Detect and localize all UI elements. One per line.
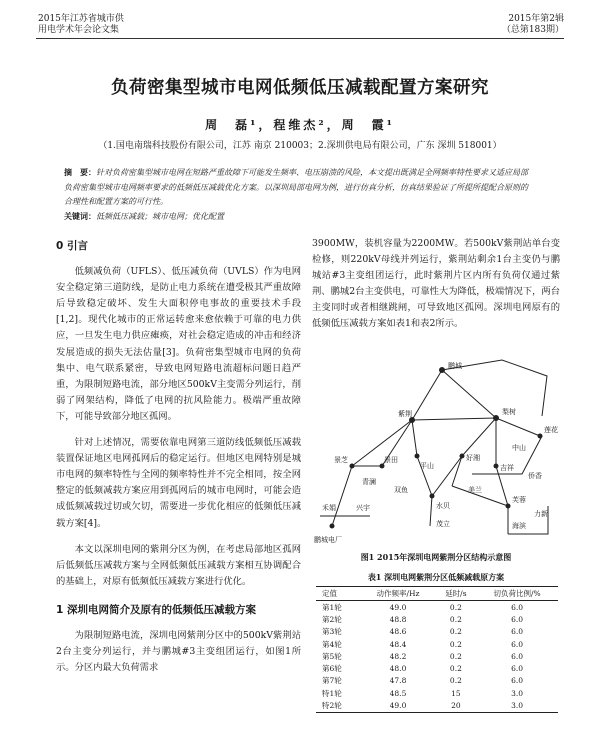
label-haoxiang: 好湘 <box>466 454 480 462</box>
table-cell: 0.2 <box>449 627 462 637</box>
label-haibin: 海滨 <box>512 522 526 530</box>
table-cell: 47.8 <box>389 676 407 686</box>
table-row <box>316 613 558 625</box>
node-pengcheng <box>439 367 445 373</box>
table-cell: 3.0 <box>476 699 558 712</box>
table-cell: 0.2 <box>449 664 462 674</box>
table-row <box>316 662 558 674</box>
line-zijing-lishu <box>412 418 496 420</box>
label-pengcheng: 鹏城 <box>448 362 462 370</box>
label-maoli: 茂立 <box>436 520 450 528</box>
line-shuibei-haoxiang <box>432 456 462 496</box>
abstract <box>64 165 534 210</box>
table-cell: 48.4 <box>389 639 407 649</box>
table-cell: 48.6 <box>389 627 407 637</box>
keywords-text: 低频低压减载；城市电网；优化配置 <box>96 212 224 221</box>
header-left-line2: 用电学术年会论文集 <box>38 25 120 35</box>
section1-paragraph-1: 为限制短路电流，深圳电网紫荆分区中的500kV紫荆站2台主变分列运行，并与鹏城#3主变组团运行，如图1所示。分区内最大负荷需求 <box>56 629 301 674</box>
header-rule <box>36 38 564 39</box>
header-left-line1: 2015年江苏省城市供 <box>38 14 124 24</box>
node-bottom-left <box>330 524 335 529</box>
table-cell: 6.0 <box>511 614 524 624</box>
intro-heading: 0 引言 <box>56 240 88 252</box>
table-cell: 第6轮 <box>322 664 342 674</box>
label-jixiang: 吉祥 <box>500 464 514 472</box>
label-qiaoxiang: 侨香 <box>528 472 542 480</box>
line-pengcheng-zijing <box>412 370 442 420</box>
abstract-label: 摘 要： <box>64 167 96 177</box>
table-cell: 48.5 <box>389 688 407 698</box>
table-row <box>316 601 558 614</box>
table-cell: 特2轮 <box>316 699 360 712</box>
node-haoxiang <box>460 454 465 459</box>
table-cell: 6.0 <box>511 664 524 674</box>
table-cell: 第1轮 <box>322 602 342 612</box>
table-header-cell: 动作频率/Hz <box>360 587 435 601</box>
authors: 周 磊¹，程维杰²，周 霞¹ <box>205 118 395 132</box>
table-cell: 6.0 <box>511 639 524 649</box>
label-shuangyu: 双鱼 <box>394 486 408 494</box>
intro-paragraph-2: 针对上述情况，需要依靠电网第三道防线低频低压减载装置保证地区电网孤网后的稳定运行。但地区电网特别是城市电网的频率特性与全网的频率特性并不完全相同，按全网整定的低频减载方案应用到孤网后的城市电网时，可能会造成低频减载过切或欠切，需要进一步优化相应的低频低压减载方案[4]。 <box>56 437 301 529</box>
keywords <box>64 211 534 222</box>
table-cell: 15 <box>451 688 461 698</box>
label-zijing: 紫荆 <box>398 410 412 418</box>
line-lishu-haoxiang <box>452 418 496 486</box>
figure-caption: 图1 2015年深圳电网紫荆分区结构示意图 <box>360 552 512 562</box>
table-cell: 49.0 <box>389 602 407 612</box>
table-header-row <box>316 587 558 601</box>
node-pingshan <box>415 454 420 459</box>
table-cell: 6.0 <box>511 627 524 637</box>
line-pengcheng-lishu <box>442 370 496 418</box>
table-cell: 20 <box>436 699 477 712</box>
node-shuibei <box>430 494 435 499</box>
ufls-table <box>316 586 558 713</box>
table-cell: 48.0 <box>389 664 407 674</box>
table-header-cell: 延时/s <box>436 587 477 601</box>
label-lianhua: 莲花 <box>544 426 558 434</box>
table-cell: 6.0 <box>511 651 524 661</box>
node-jingtian <box>380 464 385 469</box>
diagram-labels <box>314 361 558 544</box>
paper-title: 负荷密集型城市电网低频低压减载配置方案研究 <box>111 78 489 98</box>
table-cell: 6.0 <box>511 602 524 612</box>
table-cell: 6.0 <box>511 676 524 686</box>
header-right-line1: 2015年第2辑 <box>508 14 564 24</box>
label-shuibei: 水贝 <box>436 502 450 510</box>
table-cell: 3.0 <box>511 688 524 698</box>
table-cell: 49.0 <box>360 699 435 712</box>
table-caption: 表1 深圳电网紫荆分区低频减载原方案 <box>367 572 505 582</box>
intro-paragraph-1: 低频减负荷（UFLS）、低压减负荷（UVLS）作为电网安全稳定第三道防线，是防止电力系统在遭受极其严重故障后导致稳定破坏、发生大面积停电事故的重要技术手段[1,2]。现代化城市的正常运转愈来愈依赖于可靠的电力供应，一旦发生电力供应瘫痪，对社会稳定造成的冲击和经济发展造成的损失无法估量[3]。负荷密集型城市电网的负荷集中、电气联系紧密，导致电网短路电流超标问题日趋严重，为限制短路电流，部分地区500kV主变需分列运行，削弱了网架结构，降低了电网的抗风险能力。极端严重故障下，可能导致部分地区孤网。 <box>56 266 301 422</box>
node-jixiang <box>494 464 499 469</box>
header-right-line2: （总第183期） <box>501 25 564 35</box>
label-lishu: 梨树 <box>502 408 516 416</box>
running-header-left <box>38 14 124 36</box>
table-row <box>316 699 558 712</box>
table-cell: 0.2 <box>449 651 462 661</box>
label-qinglan: 青澜 <box>362 478 376 486</box>
section1-heading: 1 深圳电网简介及原有的低频低压减载方案 <box>56 603 256 616</box>
table-cell: 第4轮 <box>322 639 342 649</box>
label-jingtian: 景田 <box>384 456 398 464</box>
label-bottom-left: 鹏城电厂 <box>314 536 342 544</box>
table-row <box>316 650 558 662</box>
table-cell: 第2轮 <box>322 614 342 624</box>
line-zijing-south <box>412 420 432 526</box>
label-jingzhi: 景芝 <box>334 456 348 464</box>
table-cell: 48.2 <box>389 651 407 661</box>
table-header-cell: 定值 <box>316 587 360 601</box>
table-row <box>316 687 558 699</box>
label-furong: 芙蓉 <box>512 496 526 504</box>
table-cell: 0.2 <box>449 676 462 686</box>
keywords-label: 关键词： <box>64 211 96 221</box>
label-hejuan: 禾娟 <box>322 504 336 512</box>
node-jingzhi <box>350 464 355 469</box>
table-cell: 特1轮 <box>322 688 342 698</box>
label-meilan: 美兰 <box>468 486 482 494</box>
right-column-paragraph: 3900MW，装机容量为2200MW。若500kV紫荆站单台变检修，则220kV母线并列运行，紫荆站剩余1台主变仍与鹏城站#3主变组团运行，此时紫荆片区内所有负荷仅通过紫荆、鹏城2台主变供电，可靠性大为降低，极端情况下，两台主变同时或者相继跳闸，可导致地区孤网。深圳电网原有的低频低压减载方案如表1和表2所示。 <box>312 238 560 330</box>
table-cell: 48.8 <box>389 614 407 624</box>
affiliation: （1.国电南瑞科技股份有限公司，江苏 南京 210003；2.深圳供电局有限公司，广东 深圳 518001） <box>98 141 502 151</box>
table-header-cell: 切负荷比例/% <box>476 587 558 601</box>
table-row <box>316 675 558 687</box>
line-lishu-south <box>496 418 508 534</box>
left-column <box>56 236 301 676</box>
label-pingshan: 平山 <box>420 462 434 470</box>
table-cell: 第7轮 <box>322 676 342 686</box>
line-zijing-west <box>332 420 412 526</box>
table-cell: 0.2 <box>449 614 462 624</box>
intro-paragraph-3: 本文以深圳电网的紫荆分区为例，在考虑局部地区孤网后低频低压减载方案与全网低频低压减载方案相互协调配合的基础上，对原有低频低压减载方案进行优化。 <box>56 543 301 587</box>
abstract-text: 针对负荷密集型城市电网在短路严重故障下可能发生频率、电压崩溃的风险，本文提出既满足全网频率特性要求又适应局部负荷密集型城市电网频率要求的低频低压减载优化方案。以深圳局部电网为例，进行仿真分析，仿真结果验证了所提所提配合原则的合理性和配置方案的可行性。 <box>64 168 528 206</box>
table-cell: 0.2 <box>449 639 462 649</box>
table-cell: 第3轮 <box>322 627 342 637</box>
node-furong <box>506 504 511 509</box>
table-row <box>316 638 558 650</box>
table-row <box>316 626 558 638</box>
label-xingyu: 兴宇 <box>356 504 370 512</box>
running-header-right <box>502 14 564 36</box>
label-lixin: 力新 <box>534 510 548 518</box>
network-diagram <box>312 356 562 546</box>
table-cell: 第5轮 <box>322 651 342 661</box>
node-lianhua <box>538 434 543 439</box>
table-cell: 0.2 <box>449 602 462 612</box>
line-lishu-east <box>496 418 540 436</box>
label-zhongshan: 中山 <box>512 444 526 452</box>
right-column <box>312 236 560 333</box>
node-lishu <box>493 415 499 421</box>
